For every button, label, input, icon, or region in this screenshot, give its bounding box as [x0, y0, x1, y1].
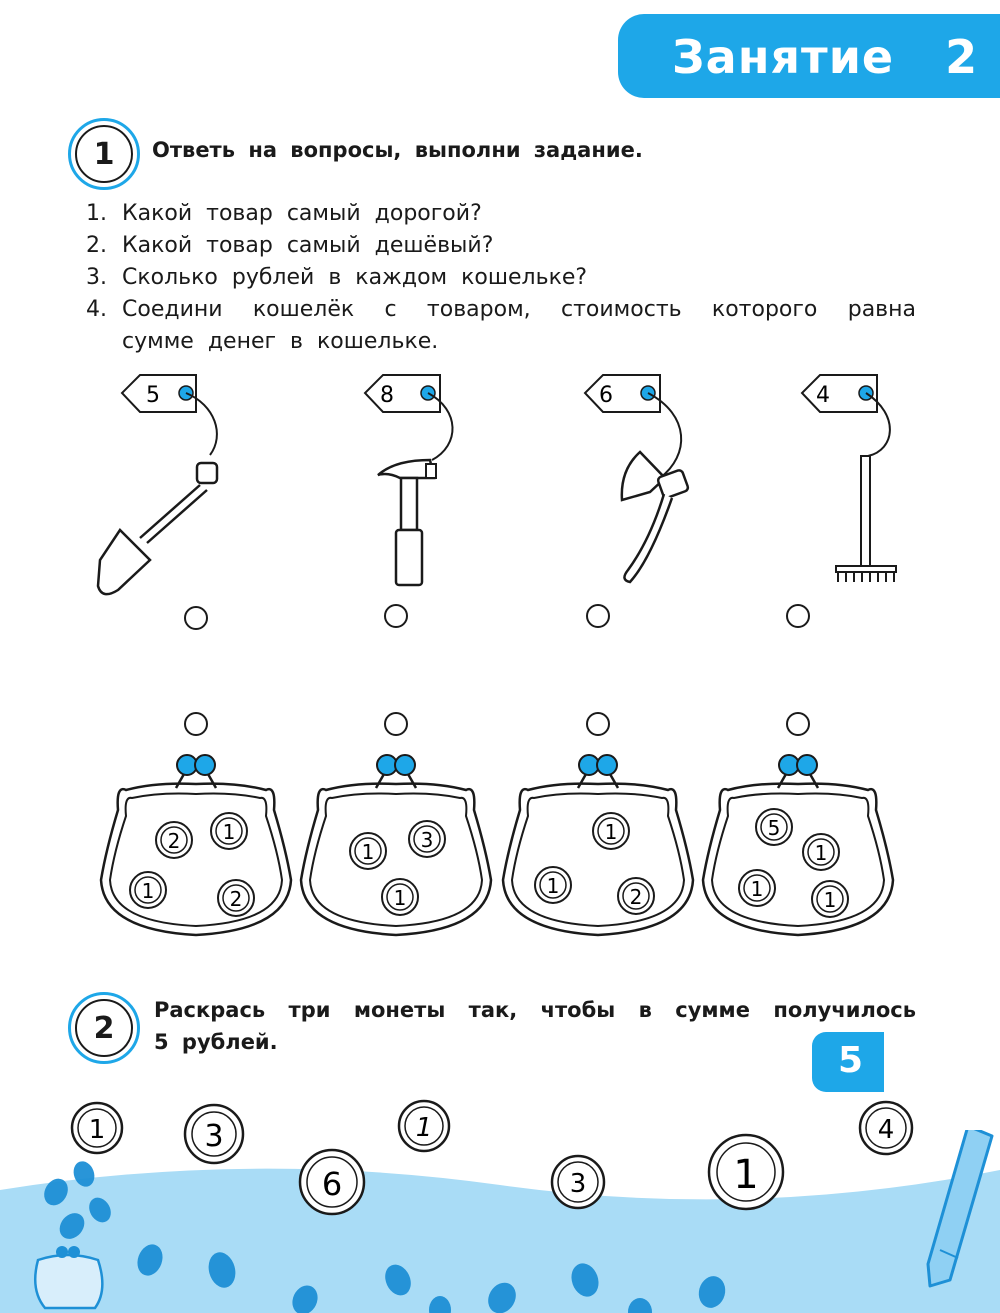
- coin-option[interactable]: [709, 1135, 783, 1209]
- question-4: [86, 294, 916, 326]
- coin-option[interactable]: [72, 1103, 122, 1153]
- coin-option[interactable]: [399, 1101, 449, 1151]
- wallet-2: [301, 755, 491, 935]
- question-1: [86, 198, 482, 230]
- coin-value: 1: [141, 879, 155, 903]
- wallet-1: [101, 755, 291, 935]
- coin-option[interactable]: [185, 1105, 243, 1163]
- coin: [218, 880, 254, 916]
- price-label: 4: [816, 383, 830, 408]
- item-hammer: [365, 375, 453, 585]
- task-2-coins: [0, 1090, 1000, 1220]
- wallets-area: [0, 740, 1000, 960]
- question-1-text: Какой товар самый дорогой?: [122, 201, 482, 226]
- question-2-text: Какой товар самый дешёвый?: [122, 233, 494, 258]
- coin-value: 1: [604, 820, 618, 844]
- coin-option[interactable]: [552, 1156, 604, 1208]
- coin-option[interactable]: [860, 1102, 912, 1154]
- coin-value: 1: [222, 820, 236, 844]
- item-connect-dot[interactable]: [586, 604, 610, 628]
- wallet-3: [503, 755, 693, 935]
- coin: [812, 881, 848, 917]
- coin-value: 1: [814, 841, 828, 865]
- coin-value: 2: [629, 885, 643, 909]
- shovel-icon: [98, 463, 217, 594]
- task-2-badge: [68, 992, 140, 1064]
- coin: [618, 878, 654, 914]
- question-3: [86, 262, 587, 294]
- coin: [593, 813, 629, 849]
- task-1-instruction: Ответь на вопросы, выполни задание.: [152, 138, 643, 162]
- coin-value: 3: [204, 1119, 224, 1154]
- coin-value: 1: [733, 1152, 759, 1198]
- coin-value: 1: [88, 1115, 106, 1145]
- task-2-instruction-line-1: Раскрась три монеты так, чтобы в сумме получилось: [154, 998, 916, 1022]
- task-2-number: 2: [75, 999, 133, 1057]
- coin: [382, 879, 418, 915]
- page-number: 5: [838, 1040, 864, 1081]
- wallet-connect-dot[interactable]: [786, 712, 810, 736]
- coin-value: 5: [767, 816, 781, 840]
- item-connect-dot[interactable]: [384, 604, 408, 628]
- wallet-4: [703, 755, 893, 935]
- wallet-connect-dot[interactable]: [586, 712, 610, 736]
- question-4-continuation: сумме денег в кошельке.: [122, 329, 439, 354]
- coin-value: 1: [393, 886, 407, 910]
- coin-value: 1: [415, 1113, 433, 1143]
- items-area: [0, 360, 1000, 640]
- coin: [350, 833, 386, 869]
- item-shovel: [98, 375, 217, 594]
- task-1-badge: [68, 118, 140, 190]
- item-axe: [585, 375, 689, 582]
- lesson-title: Занятие 2: [672, 30, 979, 84]
- coin-value: 1: [361, 840, 375, 864]
- question-2-number: 2.: [86, 233, 107, 258]
- axe-icon: [622, 452, 689, 582]
- hammer-icon: [378, 460, 436, 585]
- coin: [535, 867, 571, 903]
- price-tag: [122, 375, 196, 412]
- coin: [130, 872, 166, 908]
- item-connect-dot[interactable]: [786, 604, 810, 628]
- coin: [211, 813, 247, 849]
- question-4-text: Соедини кошелёк с товаром, стоимость которого равна: [122, 297, 916, 322]
- wallet-connect-dot[interactable]: [384, 712, 408, 736]
- coin: [803, 834, 839, 870]
- wallet-icon: [703, 755, 893, 935]
- wallet-connect-dot[interactable]: [184, 712, 208, 736]
- wallet-icon: [503, 755, 693, 935]
- question-4-number: 4.: [86, 297, 107, 322]
- coin: [739, 870, 775, 906]
- task-1-number: 1: [75, 125, 133, 183]
- coin-option[interactable]: [300, 1150, 364, 1214]
- coin: [156, 822, 192, 858]
- coin-value: 2: [229, 887, 243, 911]
- coin-value: 1: [823, 888, 837, 912]
- coin: [409, 821, 445, 857]
- coin-value: 1: [546, 874, 560, 898]
- wallet-icon: [101, 755, 291, 935]
- price-label: 8: [380, 383, 394, 408]
- rake-icon: [836, 456, 896, 582]
- coin-value: 2: [167, 829, 181, 853]
- coin-value: 3: [420, 828, 434, 852]
- coin-value: 3: [569, 1169, 587, 1199]
- coin: [756, 809, 792, 845]
- question-3-number: 3.: [86, 265, 107, 290]
- question-2: [86, 230, 493, 262]
- question-1-number: 1.: [86, 201, 107, 226]
- task-2-instruction-line-2: 5 рублей.: [154, 1030, 278, 1054]
- coin-value: 1: [750, 877, 764, 901]
- price-label: 6: [599, 383, 613, 408]
- coin-value: 4: [877, 1115, 895, 1145]
- question-3-text: Сколько рублей в каждом кошельке?: [122, 265, 588, 290]
- item-rake: [802, 375, 896, 582]
- item-connect-dot[interactable]: [184, 606, 208, 630]
- coin-value: 6: [321, 1165, 343, 1203]
- price-label: 5: [146, 383, 160, 408]
